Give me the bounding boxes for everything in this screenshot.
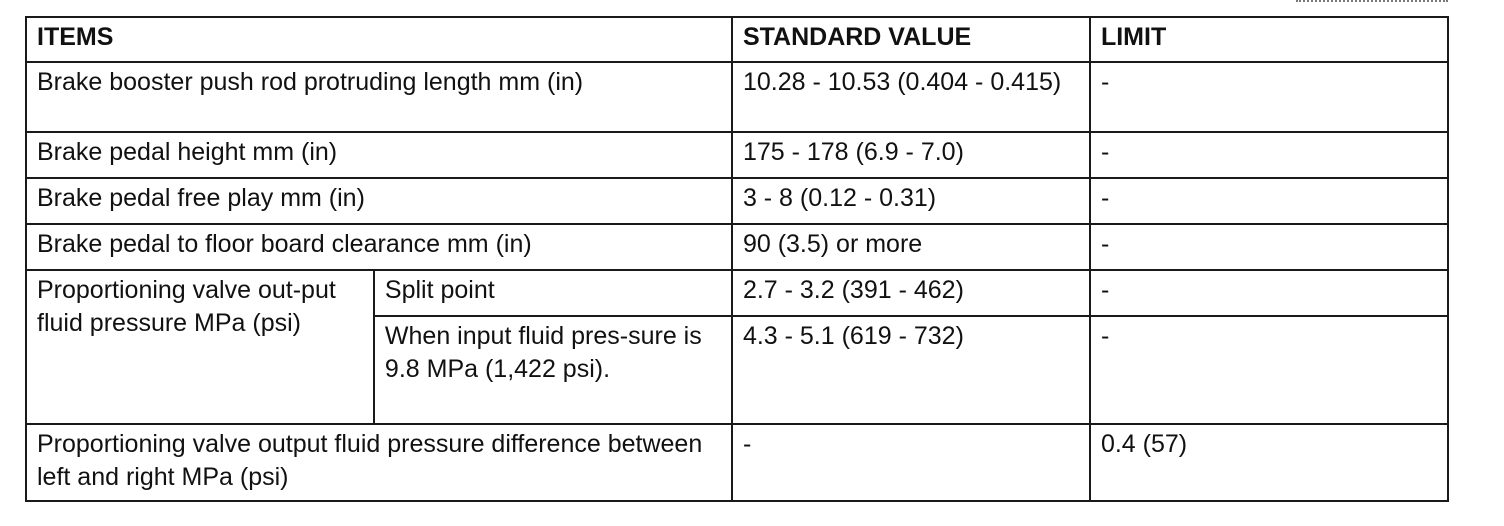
standard-value-cell: 90 (3.5) or more [732,224,1090,270]
condition-cell: When input fluid pres-sure is 9.8 MPa (1,422 psi). [374,316,732,424]
standard-value-cell: 3 - 8 (0.12 - 0.31) [732,178,1090,224]
brake-specifications-table [25,16,1449,502]
item-cell: Brake pedal to floor board clearance mm (in) [26,224,732,270]
limit-cell: 0.4 (57) [1090,424,1448,501]
item-cell: Brake booster push rod protruding length mm (in) [26,62,732,132]
standard-value-cell: - [732,424,1090,501]
table-row [26,132,1448,178]
limit-cell: - [1090,224,1448,270]
table-row [26,178,1448,224]
table-row [26,270,1448,316]
limit-cell: - [1090,132,1448,178]
limit-cell: - [1090,62,1448,132]
item-cell: Brake pedal height mm (in) [26,132,732,178]
table-row [26,62,1448,132]
table-row [26,424,1448,501]
page-reference-mark [1296,0,1448,6]
table-header-row [26,17,1448,62]
header-limit: LIMIT [1090,17,1448,62]
standard-value-cell: 10.28 - 10.53 (0.404 - 0.415) [732,62,1090,132]
table-row [26,224,1448,270]
standard-value-cell: 2.7 - 3.2 (391 - 462) [732,270,1090,316]
standard-value-cell: 4.3 - 5.1 (619 - 732) [732,316,1090,424]
limit-cell: - [1090,316,1448,424]
condition-cell: Split point [374,270,732,316]
standard-value-cell: 175 - 178 (6.9 - 7.0) [732,132,1090,178]
limit-cell: - [1090,178,1448,224]
limit-cell: - [1090,270,1448,316]
item-cell: Proportioning valve output fluid pressure difference between left and right MPa (psi) [26,424,732,501]
header-standard-value: STANDARD VALUE [732,17,1090,62]
proportioning-item-cell: Proportioning valve out-put fluid pressure MPa (psi) [26,270,374,424]
header-items: ITEMS [26,17,732,62]
item-cell: Brake pedal free play mm (in) [26,178,732,224]
